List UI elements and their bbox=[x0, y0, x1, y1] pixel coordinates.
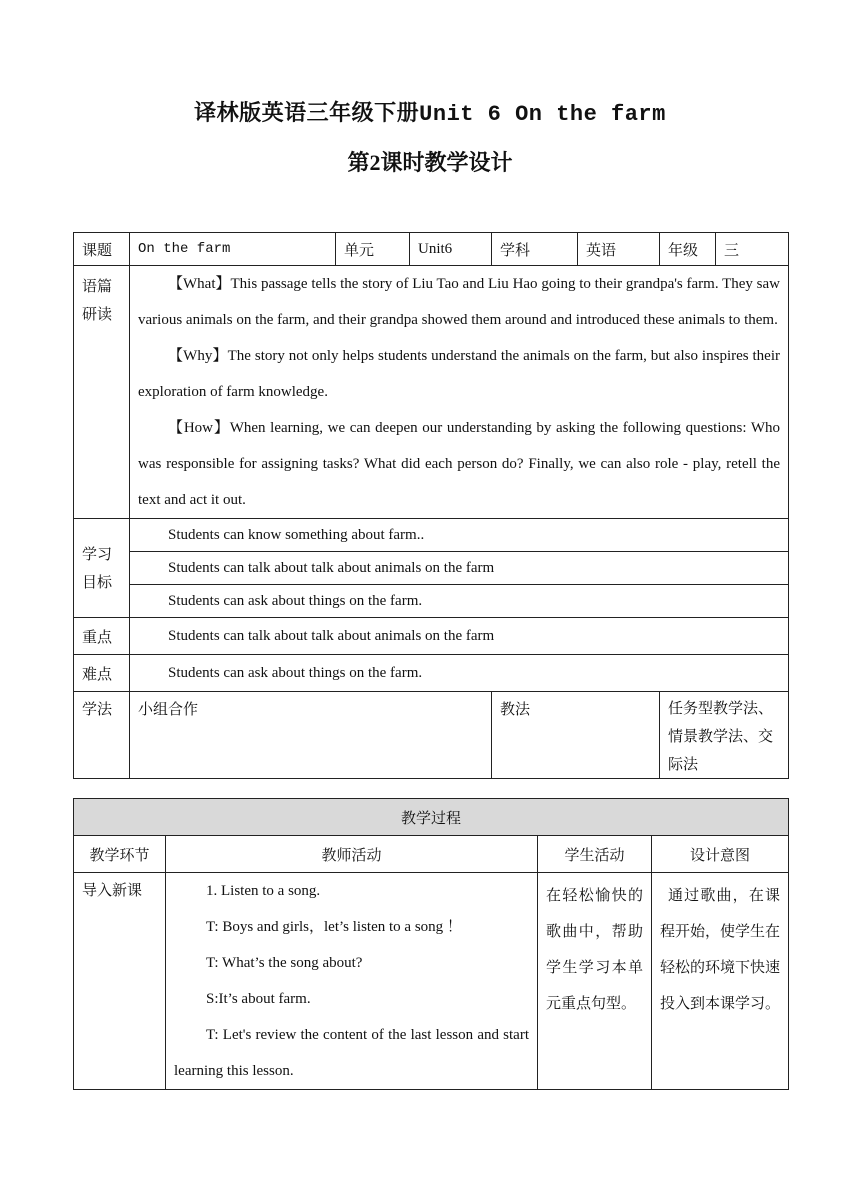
objective-row bbox=[74, 519, 789, 552]
difficulty-row bbox=[74, 655, 789, 692]
learning-method-label: 学法 bbox=[74, 692, 130, 779]
design-intent: 通过歌曲，在课程开始，使学生在轻松的环境下快速投入到本课学习。 bbox=[652, 873, 789, 1090]
teaching-process-table bbox=[73, 798, 789, 1090]
student-activity: 在轻松愉快的歌曲中，帮助学生学习本单元重点句型。 bbox=[538, 873, 652, 1090]
topic-label: 课题 bbox=[74, 233, 130, 266]
teaching-method-value: 任务型教学法、情景教学法、交际法 bbox=[660, 692, 789, 779]
difficulty-value: Students can ask about things on the farm. bbox=[130, 655, 789, 692]
topic-row bbox=[74, 233, 789, 266]
column-header: 教学环节 bbox=[74, 836, 166, 873]
teacher-activity bbox=[166, 873, 538, 1090]
objective-row bbox=[74, 552, 789, 585]
process-header-row bbox=[74, 836, 789, 873]
stage-name: 导入新课 bbox=[74, 873, 166, 1090]
key-point-row bbox=[74, 618, 789, 655]
teacher-line: 1. Listen to a song. bbox=[206, 883, 321, 899]
methods-row bbox=[74, 692, 789, 779]
document-subtitle: 第2课时教学设计 bbox=[347, 150, 513, 175]
document-title: 译林版英语三年级下册Unit 6 On the farm bbox=[194, 102, 666, 127]
grade-label: 年级 bbox=[660, 233, 716, 266]
learning-method-value: 小组合作 bbox=[130, 692, 492, 779]
key-point-value: Students can talk about talk about animals on the farm bbox=[130, 618, 789, 655]
objective-row bbox=[74, 585, 789, 618]
objectives-label: 学习目标 bbox=[74, 519, 130, 618]
unit-label: 单元 bbox=[336, 233, 410, 266]
teacher-line: T: What’s the song about? bbox=[206, 955, 363, 971]
key-point-label: 重点 bbox=[74, 618, 130, 655]
subject-value: 英语 bbox=[578, 233, 660, 266]
reading-what: 【What】This passage tells the story of Liu Tao and Liu Hao going to their grandpa's farm. They saw various animals on the farm, and their grandpa showed them around and introduced these animals to them. bbox=[138, 276, 780, 328]
reading-label: 语篇研读 bbox=[74, 266, 130, 519]
objective-item: Students can know something about farm.. bbox=[130, 519, 789, 552]
process-title: 教学过程 bbox=[74, 799, 789, 836]
unit-value: Unit6 bbox=[410, 233, 492, 266]
teacher-line: S:It’s about farm. bbox=[206, 991, 311, 1007]
column-header: 设计意图 bbox=[652, 836, 789, 873]
topic-value: On the farm bbox=[130, 233, 336, 266]
reading-row bbox=[74, 266, 789, 519]
lesson-info-table bbox=[73, 232, 789, 779]
grade-value: 三 bbox=[716, 233, 789, 266]
process-row bbox=[74, 873, 789, 1090]
reading-how: 【How】When learning, we can deepen our understanding by asking the following questions: Who was responsible for assigning tasks? What did each person do? Finally, we can also role - play, retell the text and act it out. bbox=[138, 420, 780, 508]
teaching-method-label: 教法 bbox=[492, 692, 660, 779]
objective-item: Students can talk about talk about animals on the farm bbox=[130, 552, 789, 585]
reading-why: 【Why】The story not only helps students understand the animals on the farm, but also inspires their exploration of farm knowledge. bbox=[138, 348, 780, 400]
teacher-line: T: Boys and girls，let’s listen to a song ！ bbox=[206, 919, 462, 935]
reading-content bbox=[130, 266, 789, 519]
column-header: 学生活动 bbox=[538, 836, 652, 873]
objective-item: Students can ask about things on the farm. bbox=[130, 585, 789, 618]
difficulty-label: 难点 bbox=[74, 655, 130, 692]
teacher-line: T: Let's review the content of the last lesson and start learning this lesson. bbox=[174, 1027, 529, 1079]
column-header: 教师活动 bbox=[166, 836, 538, 873]
subject-label: 学科 bbox=[492, 233, 578, 266]
